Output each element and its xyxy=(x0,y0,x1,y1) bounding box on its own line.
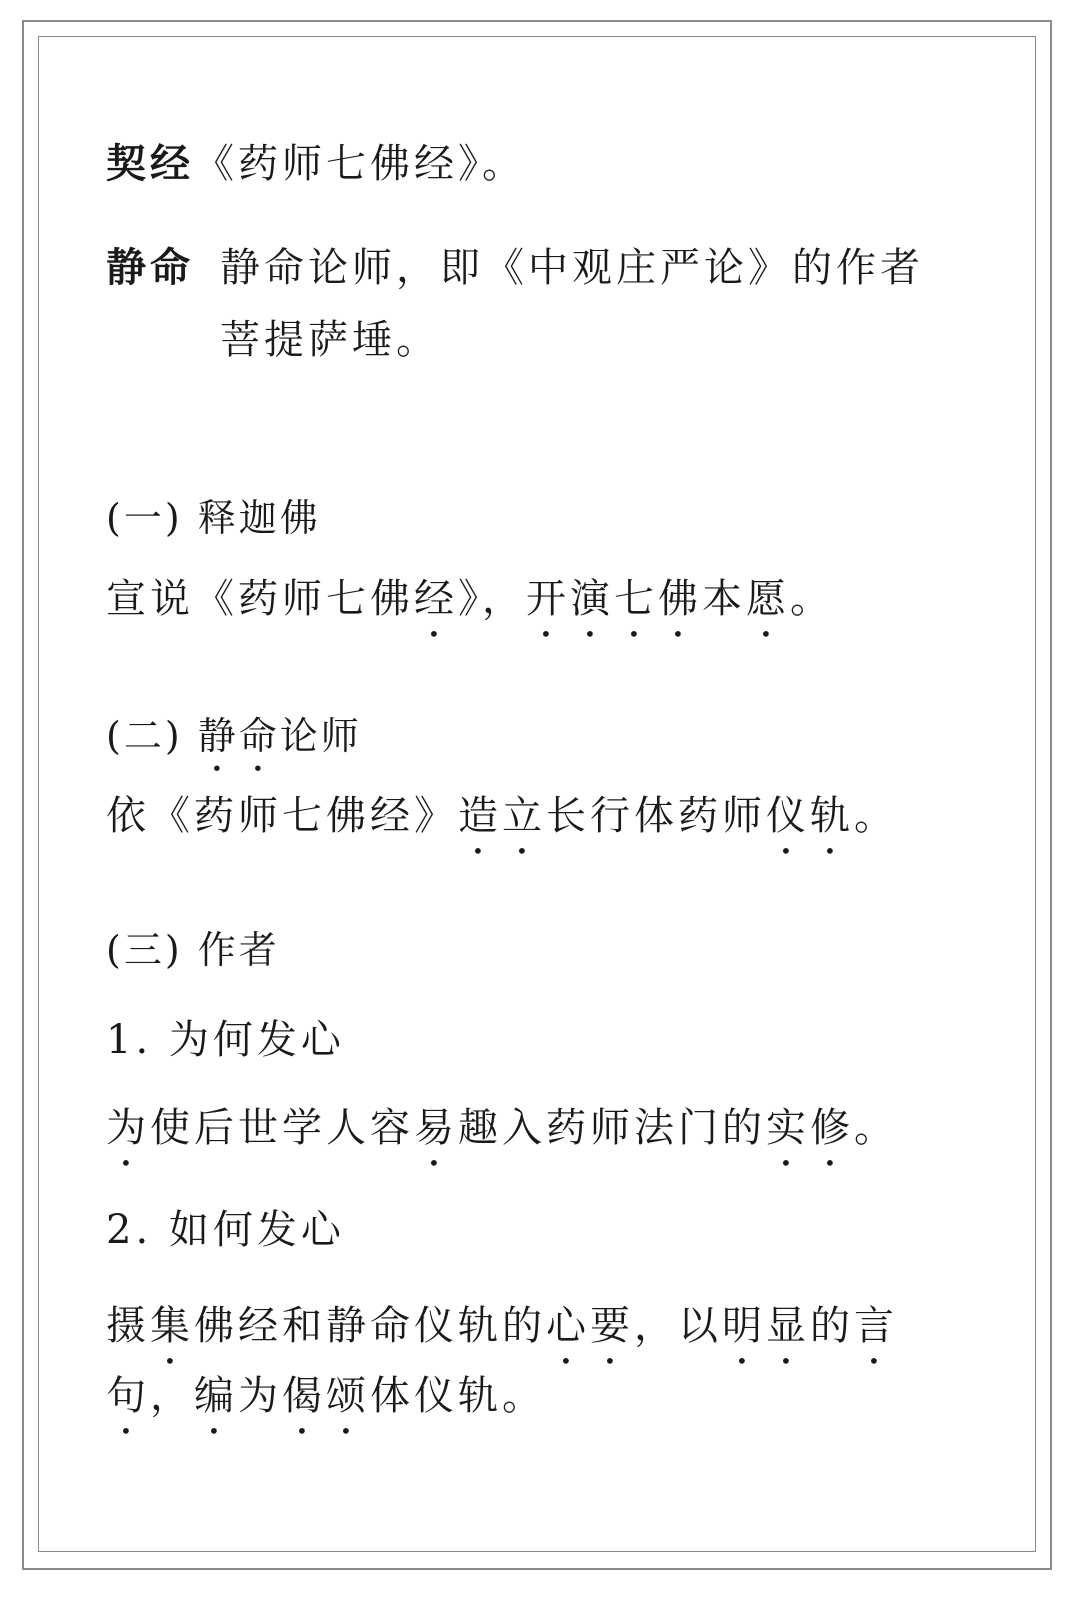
glossary-definition: 静命论师，即《中观庄严论》的作者 xyxy=(220,245,924,291)
emphasized-text: 集 xyxy=(150,1303,194,1349)
emphasized-text: 愿 xyxy=(746,576,790,622)
glossary-term: 契经 xyxy=(106,141,194,187)
section-number: (二) xyxy=(106,714,183,758)
emphasized-text: 为 xyxy=(106,1105,150,1151)
text-run: 摄 xyxy=(106,1303,150,1349)
emphasized-text: 言 xyxy=(854,1303,898,1349)
text-run: 》， xyxy=(458,576,526,622)
text-run: 宣说《药师七佛 xyxy=(106,576,414,622)
text-run: ，以 xyxy=(634,1303,722,1349)
section-heading-2 xyxy=(106,712,362,780)
section-body-2 xyxy=(106,792,898,863)
section-title: 作者 xyxy=(197,928,280,972)
emphasized-text: 编 xyxy=(194,1373,238,1419)
emphasized-text: 易 xyxy=(414,1105,458,1151)
emphasized-text: 心要 xyxy=(546,1303,634,1349)
subsection-body-2-line-1 xyxy=(106,1302,898,1373)
emphasized-text: 明显 xyxy=(722,1303,810,1349)
section-number: (一) xyxy=(106,496,183,540)
emphasized-text: 仪轨 xyxy=(766,793,854,839)
glossary-entry-2 xyxy=(106,244,924,292)
text-run: 佛经和静命仪轨的 xyxy=(194,1303,546,1349)
section-heading-3 xyxy=(106,926,280,974)
text-run: 。 xyxy=(854,1105,898,1151)
glossary-entry-1 xyxy=(106,140,526,188)
text-run: 论师 xyxy=(279,714,362,758)
section-title: 释迦佛 xyxy=(197,496,321,540)
text-run: 体仪轨。 xyxy=(370,1373,546,1419)
emphasized-text: 经 xyxy=(414,576,458,622)
emphasized-text: 句 xyxy=(106,1373,150,1419)
section-number: (三) xyxy=(106,928,183,972)
emphasized-text: 造立 xyxy=(458,793,546,839)
text-run: 趣入药师法门的 xyxy=(458,1105,766,1151)
text-run: 本 xyxy=(702,576,746,622)
glossary-definition-cont: 菩提萨埵。 xyxy=(220,317,440,363)
emphasized-text: 偈颂 xyxy=(282,1373,370,1419)
text-run: 使后世学人容 xyxy=(150,1105,414,1151)
section-title xyxy=(198,714,362,758)
emphasized-text: 开演七佛 xyxy=(526,576,702,622)
glossary-definition: 《药师七佛经》。 xyxy=(194,141,526,187)
emphasized-text: 实修 xyxy=(766,1105,854,1151)
section-heading-1 xyxy=(106,494,321,542)
subsection-title-1: 1. 为何发心 xyxy=(106,1017,345,1063)
text-run: ， xyxy=(150,1373,194,1419)
subsection-body-1 xyxy=(106,1104,898,1175)
emphasized-text: 静命 xyxy=(197,714,280,758)
text-run: 依《药师七佛经》 xyxy=(106,793,458,839)
glossary-term: 静命 xyxy=(106,245,194,291)
text-run: 长行体药师 xyxy=(546,793,766,839)
text-run: 的 xyxy=(810,1303,854,1349)
text-run: 。 xyxy=(854,793,898,839)
text-run: 。 xyxy=(790,576,834,622)
subsection-title-2: 2. 如何发心 xyxy=(106,1207,345,1253)
section-body-1 xyxy=(106,575,834,646)
text-run: 为 xyxy=(238,1373,282,1419)
subsection-body-2-line-2 xyxy=(106,1372,546,1443)
